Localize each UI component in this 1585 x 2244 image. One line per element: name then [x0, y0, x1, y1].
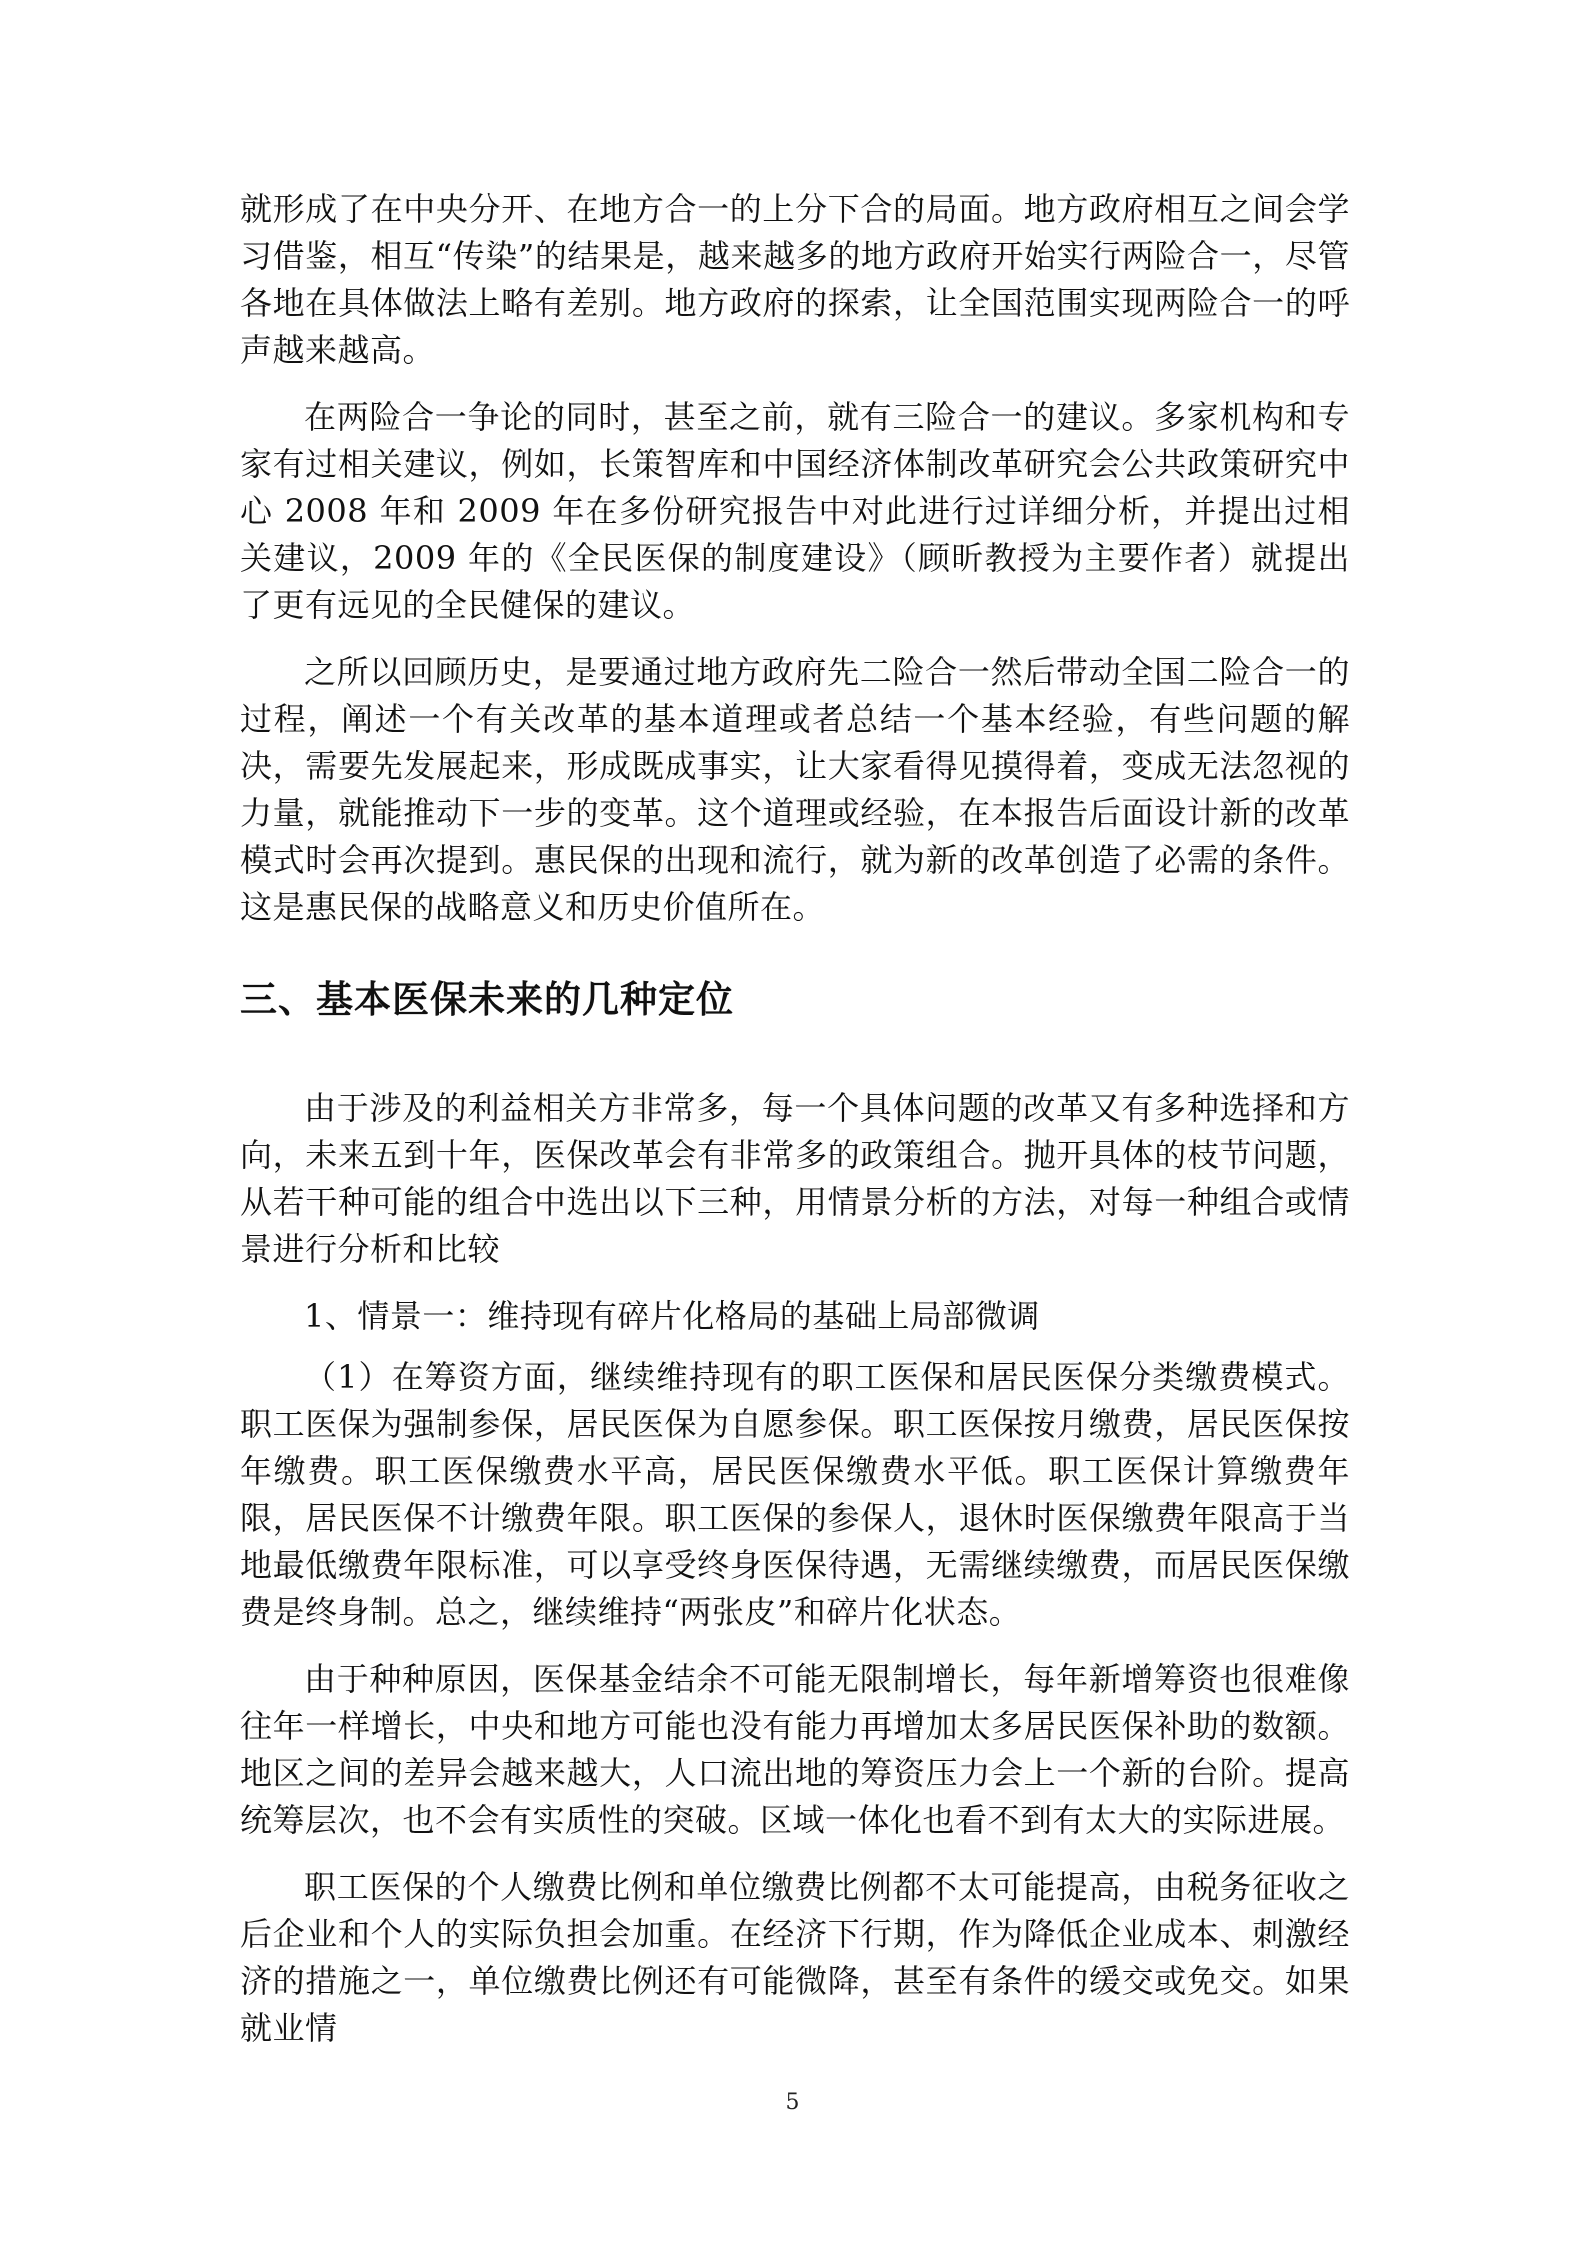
paragraph-scenario-intro: 由于涉及的利益相关方非常多，每一个具体问题的改革又有多种选择和方向，未来五到十年，医保改革会有非常多的政策组合。抛开具体的枝节问题，从若干种可能的组合中选出以下三种，用情景分析的方法，对每一种组合或情景进行分析和比较 [240, 1089, 1350, 1268]
paragraph-financing: （1）在筹资方面，继续维持现有的职工医保和居民医保分类缴费模式。职工医保为强制参保，居民医保为自愿参保。职工医保按月缴费，居民医保按年缴费。职工医保缴费水平高，居民医保缴费水平低。职工医保计算缴费年限，居民医保不计缴费年限。职工医保的参保人，退休时医保缴费年限高于当地最低缴费年限标准，可以享受终身医保待遇，无需继续缴费，而居民医保缴费是终身制。总之，继续维持“两张皮”和碎片化状态。 [240, 1358, 1350, 1631]
page-number: 5 [785, 2090, 800, 2115]
paragraph-continuation: 就形成了在中央分开、在地方合一的上分下合的局面。地方政府相互之间会学习借鉴，相互“传染”的结果是，越来越多的地方政府开始实行两险合一，尽管各地在具体做法上略有差别。地方政府的探索，让全国范围实现两险合一的呼声越来越高。 [240, 190, 1350, 369]
document-page [240, 186, 1350, 2072]
paragraph-fund-balance: 由于种种原因，医保基金结余不可能无限制增长，每年新增筹资也很难像往年一样增长，中央和地方可能也没有能力再增加太多居民医保补助的数额。地区之间的差异会越来越大，人口流出地的筹资压力会上一个新的台阶。提高统筹层次，也不会有实质性的突破。区域一体化也看不到有太大的实际进展。 [240, 1660, 1350, 1839]
paragraph-three-in-one-proposal: 在两险合一争论的同时，甚至之前，就有三险合一的建议。多家机构和专家有过相关建议，例如，长策智库和中国经济体制改革研究会公共政策研究中心 2008 年和 2009 年在多份研究报告中对此进行过详细分析，并提出过相关建议，2009 年的《全民医保的制度建设》（顾昕教授为主要作者）就提出了更有远见的全民健保的建议。 [240, 398, 1350, 624]
paragraph-history-review: 之所以回顾历史，是要通过地方政府先二险合一然后带动全国二险合一的过程，阐述一个有关改革的基本道理或者总结一个基本经验，有些问题的解决，需要先发展起来，形成既成事实，让大家看得见摸得着，变成无法忽视的力量，就能推动下一步的变革。这个道理或经验，在本报告后面设计新的改革模式时会再次提到。惠民保的出现和流行，就为新的改革创造了必需的条件。这是惠民保的战略意义和历史价值所在。 [240, 653, 1350, 926]
section-heading: 三、基本医保未来的几种定位 [240, 978, 734, 1021]
scenario-one-title: 1、情景一：维持现有碎片化格局的基础上局部微调 [304, 1297, 1040, 1335]
paragraph-contribution-rates: 职工医保的个人缴费比例和单位缴费比例都不太可能提高，由税务征收之后企业和个人的实际负担会加重。在经济下行期，作为降低企业成本、刺激经济的措施之一，单位缴费比例还有可能微降，甚至有条件的缓交或免交。如果就业情 [240, 1868, 1350, 2047]
